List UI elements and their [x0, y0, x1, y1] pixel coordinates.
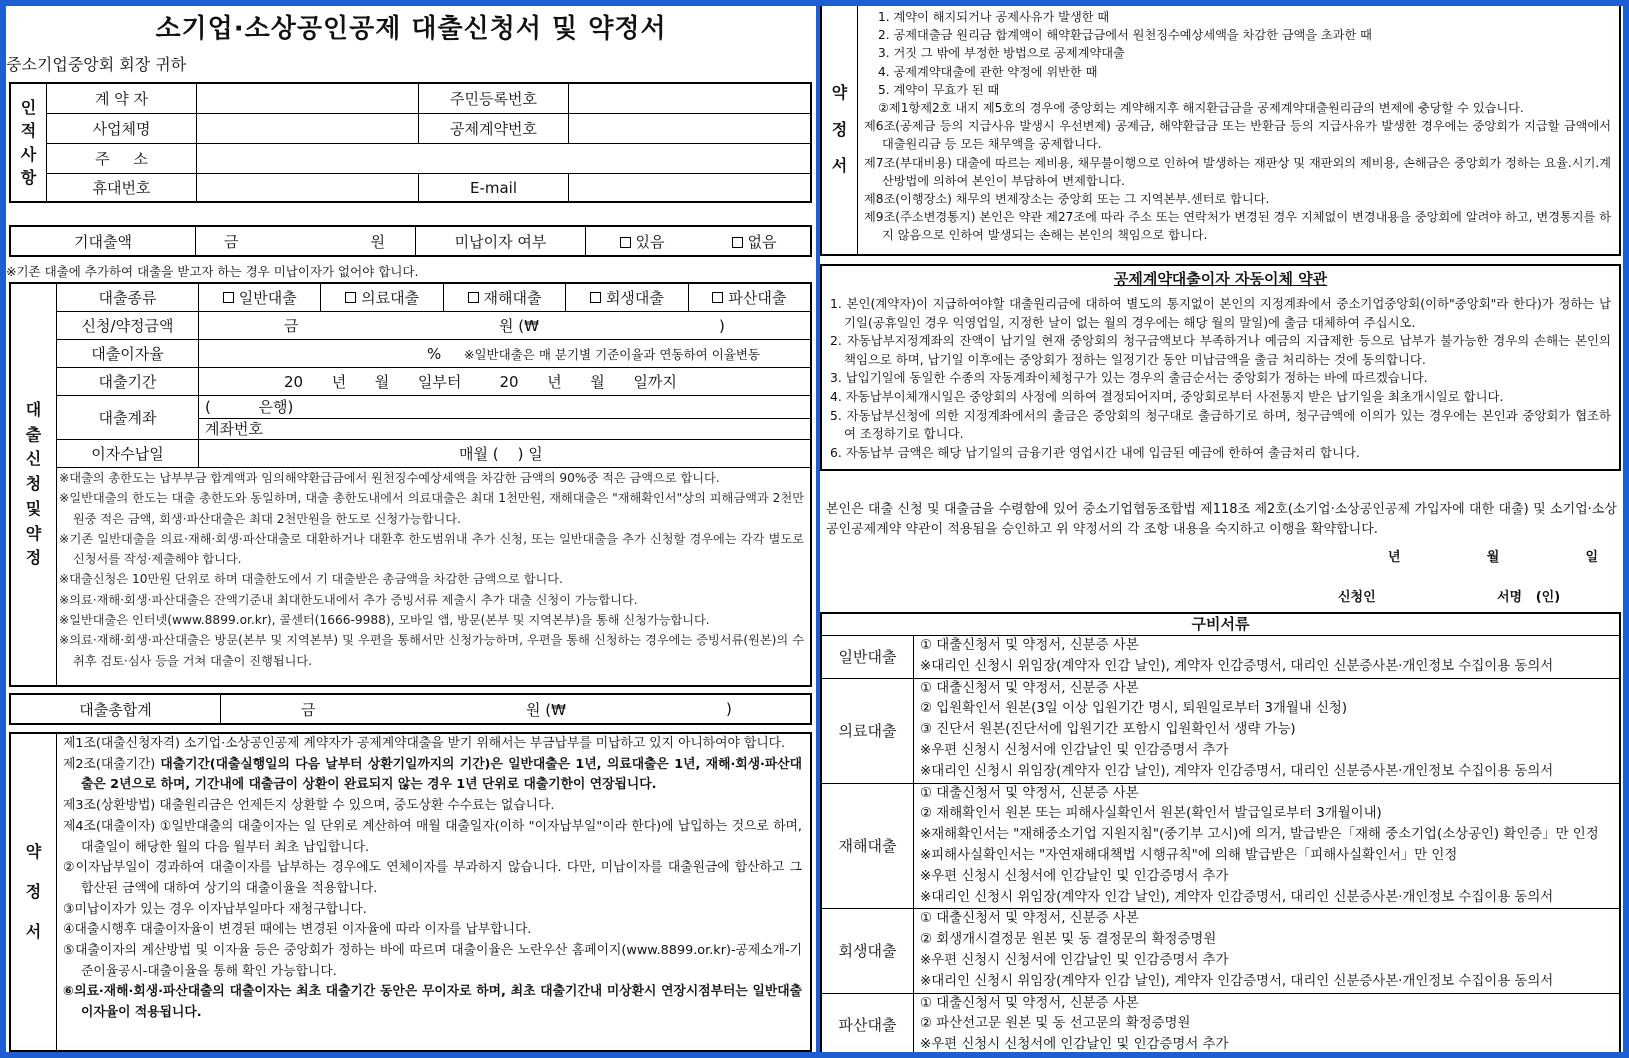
interest-rate-label: 대출이자율: [57, 340, 199, 367]
terms-right-section: [820, 6, 1621, 256]
docs-row: [822, 679, 1619, 784]
checkbox-box[interactable]: [712, 292, 723, 303]
docs-line: ※재해확인서는 "재해중소기업 지원지침"(중기부 고시)에 의거, 발급받은「재해 중소기업(소상공인) 확인증」만 인정: [920, 827, 1599, 843]
docs-row-body: [914, 784, 1619, 909]
mobile-field[interactable]: [197, 174, 419, 201]
docs-line: ※우편 신청시 신청서에 인감날인 및 인감증명서 추가: [920, 1037, 1229, 1052]
required-docs-section: [820, 612, 1621, 1052]
docs-line: ① 대출신청서 및 약정서, 신분증 사본: [920, 785, 1139, 801]
amount-field[interactable]: 금 원 (₩ ): [284, 316, 725, 335]
loan-type-3-checkbox[interactable]: [444, 284, 566, 311]
unpaid-yes-checkbox[interactable]: 있음: [620, 231, 665, 252]
autopay-item: 5. 자동납부신청에 의한 지정계좌에서의 출금은 중앙회의 청구대로 출금하기로 하며, 청구금액에 이의가 있는 경우에는 본인과 중앙회가 협조하여 조정하기로 합니다.: [830, 407, 1611, 442]
side-char: 약: [25, 523, 42, 543]
docs-line: ② 재해확인서 원본 또는 피해사실확인서 원본(확인서 발급일로부터 3개월이내): [920, 806, 1382, 822]
autopay-item: 3. 납입기일에 동일한 수종의 자동계좌이체청구가 있는 경우의 출금순서는 중앙회가 정하는 바에 따르겠습니다.: [830, 370, 1428, 386]
terms-left-section: [9, 732, 812, 1052]
side-char: 서: [831, 156, 848, 176]
contract-no-label: 공제계약번호: [419, 114, 569, 144]
autopay-item: 6. 자동납부 금액은 해당 납기일의 금융기관 영업시간 내에 입금된 예금에 한하여 출금처리 합니다.: [830, 444, 1360, 460]
amount-label: 신청/약정금액: [57, 312, 199, 339]
right-page: [820, 6, 1623, 1052]
terms-right-side-label: [822, 6, 858, 254]
loan-period-field[interactable]: 20 년 월 일부터 20 년 월 일까지: [284, 373, 677, 391]
article-3: 제3조(상환방법) 대출원리금은 언제든지 상환할 수 있으며, 중도상환 수수료는 없습니다.: [63, 798, 555, 814]
side-char: 대: [25, 399, 42, 419]
autopay-item: 1. 본인(계약자)이 지급하여야할 대출원리금에 대하여 별도의 통지없이 본인의 지정계좌에서 중소기업중앙회(이하"중앙회"라 한다)가 정하는 납기일(공휴일인 경우 익영업일, 지정한 날이 없는 월의 경우에는 해당 월의 말일)에 출금 대체하여 주십시오.: [830, 296, 1611, 330]
autopay-item: 4. 자동납부이체개시일은 중앙회의 사정에 의하여 결정되어지며, 중앙회로부터 사전통지 받은 납기일을 최초개시일로 합니다.: [830, 388, 1504, 404]
loan-note: ※대출신청은 10만원 단위로 하며 대출한도에서 기 대출받은 총금액을 차감한 금액으로 합니다.: [59, 572, 563, 587]
loan-period-label: 대출기간: [57, 368, 199, 395]
docs-row-label: 재해대출: [822, 784, 914, 909]
article-4-5: ⑤대출이자의 계산방법 및 이자율 등은 중앙회가 정하는 바에 따르며 대출이율은 노란우산 홈페이지(www.8899.or.kr)-공제소개-기준이율공시-대출이율을 통해 확인 가능합니다.: [63, 943, 802, 979]
interest-rate-field[interactable]: % ※일반대출은 매 분기별 기준이율과 연동하여 이율변동: [427, 344, 760, 363]
side-char: 사: [20, 144, 37, 164]
article-1: 제1조(대출신청자격) 소기업·소상공인공제 계약자가 공제계약대출을 받기 위해서는 부금납부를 미납하고 있지 아니하여야 합니다.: [63, 736, 786, 751]
loan-type-2-checkbox[interactable]: [321, 284, 443, 311]
loan-type-4-checkbox[interactable]: [566, 284, 688, 311]
loan-note: ※의료·재해·회생·파산대출은 잔액기준내 최대한도내에서 추가 증빙서류 제출시 추가 대출 신청이 가능합니다.: [59, 592, 638, 607]
side-char: 인: [20, 98, 37, 118]
docs-line: ② 파산선고문 원본 및 동 선고문의 확정증명원: [920, 1016, 1191, 1032]
side-char: 및: [25, 498, 42, 518]
docs-line: ※대리인 신청시 위임장(계약자 인감 날인), 계약자 인감증명서, 대리인 신분증사본·개인정보 수집이용 동의서: [920, 763, 1554, 779]
docs-row-body: [914, 994, 1619, 1052]
loan-note: ※기존 일반대출을 의료·재해·회생·파산대출로 대환하거나 대환후 한도범위내 추가 신청, 또는 일반대출을 추가 신청할 경우에는 각각 별도로 신청서를 작성·제출해야 합니다.: [59, 531, 804, 567]
terms-left-side-label: [11, 734, 57, 1050]
article-6: 제6조(공제금 등의 지급사유 발생시 우선변제) 공제금, 해약환급금 또는 반환금 등의 지급사유가 발생한 경우에는 중앙회가 지급할 금액에서 대출원리금 등 모든 채무액을 공제합니다.: [864, 119, 1611, 152]
article-4: 제4조(대출이자) ①일반대출의 대출이자는 일 단위로 계산하여 매월 대출일자(이하 "이자납부일"이라 한다)에 납입하는 것으로 하며, 대출일이 해당한 월의 다음 월부터 최초 납입합니다.: [63, 818, 802, 855]
docs-row: [822, 994, 1619, 1052]
clause-item: 4. 공제계약대출에 관한 약정에 위반한 때: [878, 64, 1098, 79]
side-char: 청: [25, 474, 42, 494]
email-field[interactable]: [569, 174, 810, 201]
existing-loan-amount[interactable]: 금 원: [196, 227, 416, 255]
clause-item: 2. 공제대출금 원리금 합계액이 해약환급금에서 원천징수예상세액을 차감한 금액을 초과한 때: [878, 28, 1372, 43]
date-day: 일: [1585, 550, 1598, 565]
loan-type-label: 대출종류: [57, 284, 199, 311]
side-char: 항: [20, 167, 37, 187]
autopay-section: [820, 264, 1621, 471]
personal-side-label: [11, 84, 47, 201]
article-4-6: ⑥의료·재해·회생·파산대출의 대출이자는 최초 대출기간 동안은 무이자로 하며, 최초 대출기간내 미상환시 연장시점부터는 일반대출 이자율이 적용됩니다.: [63, 984, 802, 1021]
loan-type-label: 파산대출: [728, 289, 787, 307]
address-field[interactable]: [197, 144, 810, 174]
docs-line: ① 대출신청서 및 약정서, 신분증 사본: [920, 638, 1139, 653]
side-char: 신: [25, 449, 42, 469]
mobile-label: 휴대번호: [47, 174, 197, 201]
address-label: 주 소: [47, 144, 197, 174]
article-8: 제8조(이행장소) 채무의 변제장소는 중앙회 또는 그 지역본부.센터로 합니다.: [864, 192, 1270, 207]
docs-line: ※우편 신청시 신청서에 인감날인 및 인감증명서 추가: [920, 952, 1229, 968]
article-4-3: ③미납이자가 있는 경우 이자납부일마다 재청구합니다.: [63, 901, 367, 917]
side-char: 적: [20, 121, 37, 141]
docs-row-label: 회생대출: [822, 909, 914, 992]
loan-type-label: 재해대출: [483, 289, 542, 307]
total-loan-row: [9, 693, 812, 725]
docs-row-body: [914, 679, 1619, 783]
unpaid-interest-label: 미납이자 여부: [416, 227, 586, 255]
docs-line: ③ 진단서 원본(진단서에 입원기간 포함시 입원확인서 생략 가능): [920, 722, 1296, 738]
loan-note: ※의료·재해·회생·파산대출은 방문(본부 및 지역본부) 및 우편을 통해서만 신청가능하며, 우편을 통해 신청하는 경우에는 증빙서류(원본)의 수취후 검토·심사 등을 거쳐 대출이 진행됩니다.: [59, 633, 804, 668]
declaration-text: 본인은 대출 신청 및 대출금을 수령함에 있어 중소기업협동조합법 제118조 제2호(소기업·소상공인공제 가입자에 대한 대출) 및 소기업·소상공인공제계약 약관이 적용됨을 승인하고 위 약정서의 각 조항 내용을 숙지하고 이행을 확약합니다.: [826, 502, 1617, 537]
article-4-4: ④대출시행후 대출이자율이 변경된 때에는 변경된 이자율에 따라 이자를 납부합니다.: [63, 922, 532, 938]
docs-line: ※우편 신청시 신청서에 인감날인 및 인감증명서 추가: [920, 742, 1229, 758]
payday-label: 이자수납일: [57, 440, 199, 467]
loan-type-label: 일반대출: [238, 289, 297, 307]
total-loan-field[interactable]: 금 원 (₩ ): [301, 700, 732, 719]
left-page: [6, 6, 816, 1052]
clause-item: 1. 계약이 해지되거나 공제사유가 발생한 때: [878, 10, 1110, 24]
clause-item: 5. 계약이 무효가 된 때: [878, 82, 1000, 97]
side-char: 약: [831, 82, 848, 102]
existing-loan-label: 기대출액: [11, 227, 196, 255]
side-char: 정: [25, 548, 42, 568]
email-label: E-mail: [419, 174, 569, 201]
docs-line: ② 회생개시결정문 원본 및 동 결정문의 확정증명원: [920, 932, 1217, 948]
docs-line: ※대리인 신청시 위임장(계약자 인감 날인), 계약자 인감증명서, 대리인 신분증사본·개인정보 수집이용 동의서: [920, 889, 1554, 905]
docs-row-body: [914, 636, 1619, 678]
unpaid-no-checkbox[interactable]: 없음: [732, 231, 777, 252]
addressee: 중소기업중앙회 회장 귀하: [6, 55, 187, 74]
side-char: 출: [25, 424, 42, 444]
docs-row-label: 의료대출: [822, 679, 914, 783]
docs-line: ① 대출신청서 및 약정서, 신분증 사본: [920, 911, 1139, 927]
autopay-item: 2. 자동납부지정계좌의 잔액이 납기일 현재 중앙회의 청구금액보다 부족하거나 예금의 지급제한 등으로 납부가 불가능한 경우의 손해는 본인의 책임으로 하며, 납기일 이후에는 중앙회가 정하는 일정기간 동안 미납금액을 출금 처리하는 것에 동의합니다.: [830, 333, 1611, 367]
existing-loan-row: [9, 225, 812, 257]
contract-no-field[interactable]: [569, 114, 810, 144]
docs-row-body: [914, 909, 1619, 992]
loan-type-1-checkbox[interactable]: [199, 284, 321, 311]
applicant-label: 신청인: [1338, 590, 1376, 605]
article-9: 제9조(주소변경통지) 본인은 약관 제27조에 따라 주소 또는 연락처가 변경된 경우 지체없이 변경내용을 중앙회에 알려야 하고, 변경통지를 하지 않음으로 인하여 발생되는 손해는 본인의 책임으로 합니다.: [864, 210, 1611, 243]
loan-side-label: [11, 284, 57, 685]
personal-info-section: [9, 82, 812, 203]
contractor-field[interactable]: [197, 84, 419, 114]
clause-2: ②제1항제2호 내지 제5호의 경우에 중앙회는 계약해지후 해지환급금을 공제계약대출원리금의 변제에 충당할 수 있습니다.: [878, 101, 1524, 116]
checkbox-box[interactable]: [590, 292, 601, 303]
checkbox-box[interactable]: [223, 292, 234, 303]
account-label: 대출계좌: [57, 396, 199, 439]
docs-row: [822, 636, 1619, 679]
docs-row: [822, 784, 1619, 910]
loan-application-section: [9, 282, 812, 687]
loan-notes: [57, 468, 810, 671]
loan-note: ※대출의 총한도는 납부부금 합계액과 임의해약환급금에서 원천징수예상세액을 차감한 금액의 90%중 적은 금액으로 합니다.: [59, 471, 720, 485]
article-7: 제7조(부대비용) 대출에 따르는 제비용, 채무불이행으로 인하여 발생하는 재판상 및 재판외의 제비용, 손해금은 중앙회가 정하는 요율.시기.계산방법에 의하여 본인이 부담하여 변제합니다.: [864, 155, 1611, 188]
docs-line: ① 대출신청서 및 약정서, 신분증 사본: [920, 680, 1139, 696]
article-2: 제2조(대출기간) 대출기간(대출실행일의 다음 날부터 상환기일까지의 기간)은 일반대출은 1년, 의료대출은 1년, 재해·회생·파산대출은 2년으로 하며, 기간내에 대출금이 상환이 완료되지 않는 경우 1년 단위로 대출기한이 연장됩니다.: [63, 756, 802, 793]
docs-line: ※우편 신청시 신청서에 인감날인 및 인감증명서 추가: [920, 868, 1229, 884]
signature-label[interactable]: 서명 (인): [1497, 590, 1561, 605]
autopay-title: 공제계약대출이자 자동이체 약관: [1113, 270, 1328, 288]
side-char: 서: [25, 922, 42, 941]
side-char: 약: [25, 842, 42, 861]
docs-line: ※대리인 신청시 위임장(계약자 인감 날인), 계약자 인감증명서, 대리인 신분증사본·개인정보 수집이용 동의서: [920, 658, 1554, 674]
checkbox-box[interactable]: [345, 292, 356, 303]
bank-field[interactable]: ( 은행): [205, 398, 294, 416]
docs-line: ※피해사실확인서는 "자연재해대책법 시행규칙"에 의해 발급받은「피해사실확인서」만 인정: [920, 847, 1458, 863]
article-4-2: ②이자납부일이 경과하여 대출이자를 납부하는 경우에도 연체이자를 부과하지 않습니다. 다만, 미납이자를 대출원금에 합산하고 그 합산된 금액에 대하여 상기의 대출이율을 적용합니다.: [63, 860, 802, 896]
side-char: 정: [25, 882, 42, 901]
date-month: 월: [1486, 550, 1500, 565]
loan-note: ※일반대출의 한도는 대출 총한도와 동일하며, 대출 총한도내에서 의료대출은 최대 1천만원, 재해대출은 "재해확인서"상의 피해금액과 2천만원중 적은 금액, 회생·파산대출은 최대 2천만원을 한도로 신청가능합니다.: [59, 491, 804, 526]
docs-row: [822, 909, 1619, 993]
clause-item: 3. 거짓 그 밖에 부정한 방법으로 공제계약대출: [878, 46, 1125, 61]
date-year: 년: [1388, 550, 1401, 565]
loan-type-5-checkbox[interactable]: [689, 284, 810, 311]
checkbox-box[interactable]: [468, 292, 479, 303]
page-title: 소기업·소상공인공제 대출신청서 및 약정서: [155, 14, 667, 44]
docs-line: ※대리인 신청시 위임장(계약자 인감 날인), 계약자 인감증명서, 대리인 신분증사본·개인정보 수집이용 동의서: [920, 973, 1554, 989]
contractor-label: 계 약 자: [47, 84, 197, 114]
resident-no-label: 주민등록번호: [419, 84, 569, 114]
docs-row-label: 파산대출: [822, 994, 914, 1052]
loan-note: ※일반대출은 인터넷(www.8899.or.kr), 콜센터(1666-9988), 모바일 앱, 방문(본부 및 지역본부)을 통해 신청가능합니다.: [59, 613, 710, 628]
docs-line: ② 입원확인서 원본(3일 이상 입원기간 명시, 퇴원일로부터 3개월내 신청): [920, 701, 1348, 717]
side-char: 정: [831, 119, 848, 139]
loan-type-label: 회생대출: [605, 289, 664, 307]
docs-row-label: 일반대출: [822, 636, 914, 678]
business-field[interactable]: [197, 114, 419, 144]
account-no-field[interactable]: 계좌번호: [199, 418, 810, 439]
payday-field[interactable]: 매월 ( ) 일: [459, 445, 543, 463]
total-loan-label: 대출총합계: [11, 695, 221, 723]
business-label: 사업체명: [47, 114, 197, 144]
loan-type-label: 의료대출: [361, 289, 420, 307]
docs-title: 구비서류: [822, 614, 1619, 636]
docs-line: ① 대출신청서 및 약정서, 신분증 사본: [920, 995, 1139, 1011]
existing-loan-note: ※기존 대출에 추가하여 대출을 받고자 하는 경우 미납이자가 없어야 합니다.: [6, 264, 419, 279]
resident-no-field[interactable]: [569, 84, 810, 114]
